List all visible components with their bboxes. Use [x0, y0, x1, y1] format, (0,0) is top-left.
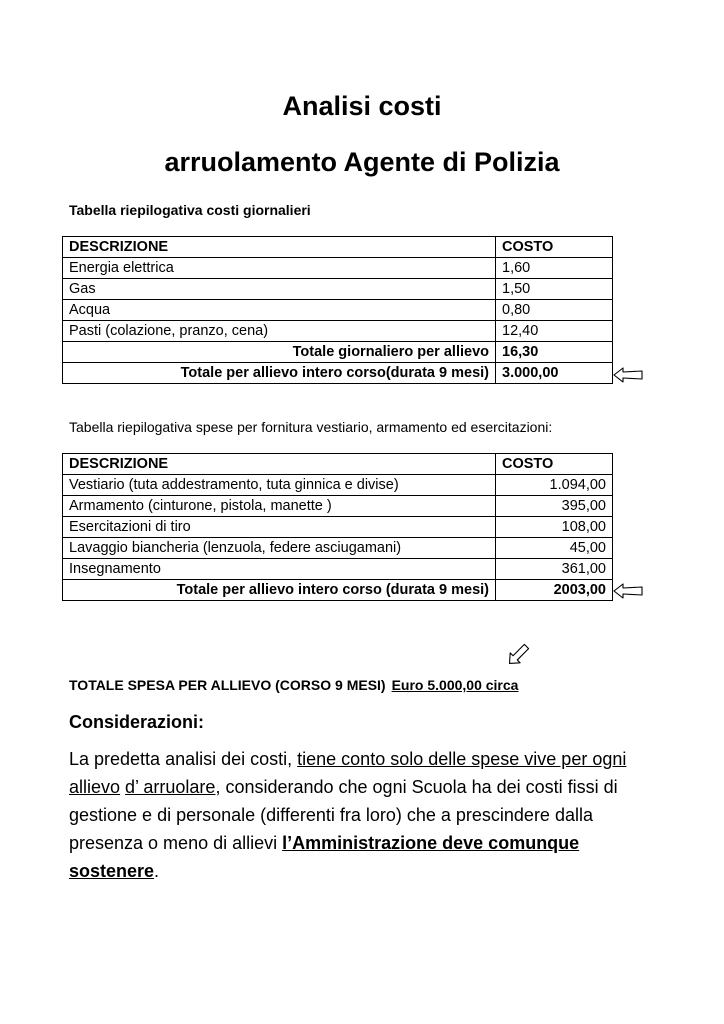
header-description: DESCRIZIONE [63, 237, 496, 258]
total-expense-amount: Euro 5.000,00 circa [391, 677, 519, 693]
row-description: Acqua [63, 300, 496, 321]
header-cost: COSTO [496, 237, 613, 258]
table-row [63, 538, 613, 559]
table-row [63, 559, 613, 580]
row-cost: 1.094,00 [496, 475, 613, 496]
row-description: Lavaggio biancheria (lenzuola, federe asciugamani) [63, 538, 496, 559]
table-row [63, 279, 613, 300]
daily-costs-table [62, 236, 613, 384]
row-cost: 12,40 [496, 321, 613, 342]
header-description: DESCRIZIONE [63, 454, 496, 475]
table-row [63, 300, 613, 321]
considerations-heading: Considerazioni: [69, 712, 205, 732]
table2-caption: Tabella riepilogativa spese per fornitura vestiario, armamento ed esercitazioni: [69, 419, 553, 435]
arrow-left-icon [612, 365, 644, 385]
total-course-value: 2003,00 [496, 580, 613, 601]
row-cost: 45,00 [496, 538, 613, 559]
total-course-row [63, 363, 613, 384]
title-line-2: arruolamento Agente di Polizia [164, 147, 560, 177]
row-cost: 0,80 [496, 300, 613, 321]
row-description: Vestiario (tuta addestramento, tuta ginnica e divise) [63, 475, 496, 496]
paragraph-underlined-text: d’ arruolare [125, 777, 216, 797]
header-cost: COSTO [496, 454, 613, 475]
total-daily-row [63, 342, 613, 363]
table-row [63, 475, 613, 496]
paragraph-text: . [154, 861, 160, 881]
table-row [63, 258, 613, 279]
total-daily-label: Totale giornaliero per allievo [63, 342, 496, 363]
row-description: Gas [63, 279, 496, 300]
paragraph-emphasis-text: l’Amministrazione deve comunque sostenere [69, 833, 580, 881]
table-row [63, 321, 613, 342]
total-expense-label: TOTALE SPESA PER ALLIEVO (CORSO 9 MESI) [69, 677, 386, 693]
title-line-1: Analisi costi [282, 91, 442, 121]
row-description: Pasti (colazione, pranzo, cena) [63, 321, 496, 342]
total-expense-line [69, 676, 518, 694]
row-description: Energia elettrica [63, 258, 496, 279]
row-cost: 1,60 [496, 258, 613, 279]
row-description: Armamento (cinturone, pistola, manette ) [63, 496, 496, 517]
arrow-down-left-icon [505, 642, 531, 668]
row-cost: 361,00 [496, 559, 613, 580]
table-row [63, 517, 613, 538]
row-cost: 1,50 [496, 279, 613, 300]
total-course-label: Totale per allievo intero corso(durata 9 mesi) [63, 363, 496, 384]
row-description: Insegnamento [63, 559, 496, 580]
table1-caption: Tabella riepilogativa costi giornalieri [69, 202, 311, 218]
table-header-row [63, 237, 613, 258]
total-course-value: 3.000,00 [496, 363, 613, 384]
supplies-costs-table [62, 453, 613, 601]
arrow-left-icon [612, 581, 644, 601]
considerations-paragraph [69, 745, 669, 885]
row-description: Esercitazioni di tiro [63, 517, 496, 538]
total-daily-value: 16,30 [496, 342, 613, 363]
table-row [63, 496, 613, 517]
paragraph-underlined-text: tiene conto solo delle spese vive per ogni allievo [69, 749, 627, 797]
table-header-row [63, 454, 613, 475]
total-course-row [63, 580, 613, 601]
paragraph-text: , considerando che ogni Scuola ha dei costi fissi di gestione e di personale (differenti fra loro) che a prescindere dalla presenza o meno di allievi [69, 777, 618, 853]
row-cost: 395,00 [496, 496, 613, 517]
total-course-label: Totale per allievo intero corso (durata 9 mesi) [63, 580, 496, 601]
paragraph-text: La predetta analisi dei costi, [69, 749, 298, 769]
row-cost: 108,00 [496, 517, 613, 538]
